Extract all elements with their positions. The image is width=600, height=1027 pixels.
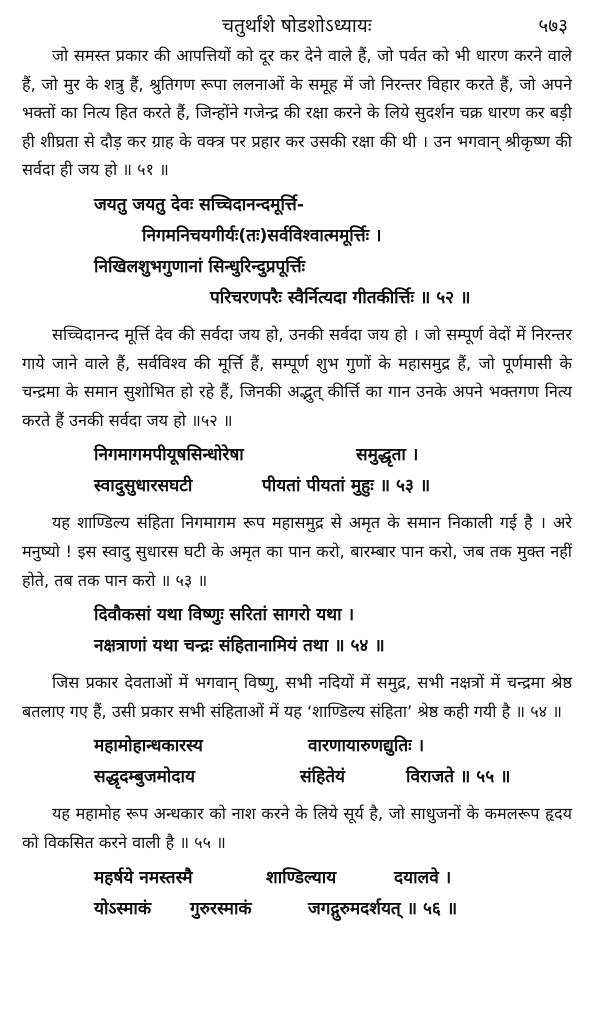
- verse-56: [22, 863, 572, 925]
- verse-56-line-2: [22, 894, 572, 925]
- verse-54-line-2: नक्षत्राणां यथा चन्द्रः संहितानामियं तथा ॥ ५४ ॥: [94, 636, 385, 657]
- verse-55-line-1: [22, 731, 572, 762]
- commentary-54: जिस प्रकार देवताओं में भगवान् विष्णु, सभी नदियों में समुद्र, सभी नक्षत्रों में चन्द्रमा श्रेष्ठ बतलाए गए हैं, उसी प्रकार सभी संहिताओं में यह ‘शाण्डिल्य संहिता’ श्रेष्ठ कही गयी है ॥ ५४ ॥: [22, 673, 572, 721]
- verse-53-part: स्वादुसुधारसघटी: [94, 476, 193, 497]
- verse-56-part: दयालवे ।: [394, 867, 452, 888]
- verse-54-line-1: दिवौकसां यथा विष्णुः सरितां सागरो यथा ।: [94, 605, 355, 626]
- verse-53-part: पीयतां पीयतां मुहुः ॥ ५३ ॥: [262, 476, 431, 497]
- commentary-53: यह शाण्डिल्य संहिता निगमागम रूप महासमुद्र से अमृत के समान निकाली गई है । अरे मनुष्यो ! इस स्वादु सुधारस घटी के अमृत का पान करो, बारम्बार पान करो, जब तक मुक्त नहीं होते, तब तक पान करो ॥ ५३ ॥: [22, 513, 572, 590]
- verse-52-line-2: निगमनिचयगीर्यः(तः)सर्वविश्वात्ममूर्त्तिः ।: [142, 225, 382, 246]
- verse-55-part: महामोहान्धकारस्य: [94, 736, 203, 757]
- verse-53: [22, 440, 572, 502]
- verse-56-part: जगद्गुरुमदर्शयत् ॥ ५६ ॥: [308, 898, 458, 919]
- verse-56-part: शाण्डिल्याय: [266, 867, 337, 888]
- verse-53-part: निगमागमपीयूषसिन्धोरेषा: [94, 445, 244, 466]
- verse-55-line-2: [22, 762, 572, 793]
- verse-52: [22, 190, 572, 314]
- commentary-55: यह महामोह रूप अन्धकार को नाश करने के लिये सूर्य है, जो साधुजनों के कमलरूप हृदय को विकसित करने वाली है ॥ ५५ ॥: [22, 804, 572, 852]
- verse-53-line-1: [22, 440, 572, 471]
- verse-56-part: गुरुरस्माकं: [190, 898, 252, 919]
- chapter-title: चतुर्थांशे षोडशोऽध्यायः: [222, 15, 372, 37]
- commentary-51: जो समस्त प्रकार की आपत्तियों को दूर कर देने वाले हैं, जो पर्वत को भी धारण करने वाले हैं, जो मुर के शत्रु हैं, श्रुतिगण रूपा ललनाओं के समूह में जो निरन्तर विहार करते हैं, जो अपने भक्तों का नित्य हित करते हैं, जिन्होंने गजेन्द्र की रक्षा करने के लिये सुदर्शन चक्र धारण कर बड़ी ही शीघ्रता से दौड़ कर ग्राह के वक्त्र पर प्रहार कर उसकी रक्षा की थी । उन भगवान् श्रीकृष्ण की सर्वदा ही जय हो ॥ ५१ ॥: [22, 46, 572, 180]
- verse-52-line-3: निखिलशुभगुणानां सिन्धुरिन्दुप्रपूर्त्तिः: [94, 256, 306, 277]
- page-number: ५७३: [538, 15, 568, 37]
- verse-54: [22, 600, 572, 662]
- commentary-52: सच्चिदानन्द मूर्त्ति देव की सर्वदा जय हो, उनकी सर्वदा जय हो । जो सम्पूर्ण वेदों में निरन्तर गाये जाने वाले हैं, सर्वविश्व की मूर्त्ति हैं, सम्पूर्ण शुभ गुणों के महासमुद्र हैं, जो पूर्णमासी के चन्द्रमा के समान सुशोभित हो रहे हैं, जिनकी अद्भुत् कीर्त्ति का गान उनके अपने भक्तगण नित्य करते हैं उनकी सर्वदा जय हो ॥५२ ॥: [22, 324, 572, 430]
- verse-55-part: विराजते ॥ ५५ ॥: [406, 767, 511, 788]
- page-header: [22, 12, 572, 42]
- verse-56-part: योऽस्माकं: [94, 898, 152, 919]
- verse-56-part: महर्षये नमस्तस्मै: [94, 867, 193, 888]
- verse-55: [22, 731, 572, 793]
- verse-55-part: सद्धृदम्बुजमोदाय: [94, 767, 195, 788]
- verse-52-line-1: जयतु जयतु देवः सच्चिदानन्दमूर्त्ति-: [94, 194, 304, 215]
- verse-53-line-2: [22, 471, 572, 502]
- verse-56-line-1: [22, 863, 572, 894]
- verse-55-part: संहितेयं: [300, 767, 345, 788]
- verse-53-part: समुद्धृता ।: [356, 445, 419, 466]
- verse-55-part: वारणायारुणद्युतिः ।: [308, 736, 425, 757]
- verse-52-line-4: परिचरणपरैः स्वैर्नित्यदा गीतकीर्त्तिः ॥ ५२ ॥: [210, 287, 471, 308]
